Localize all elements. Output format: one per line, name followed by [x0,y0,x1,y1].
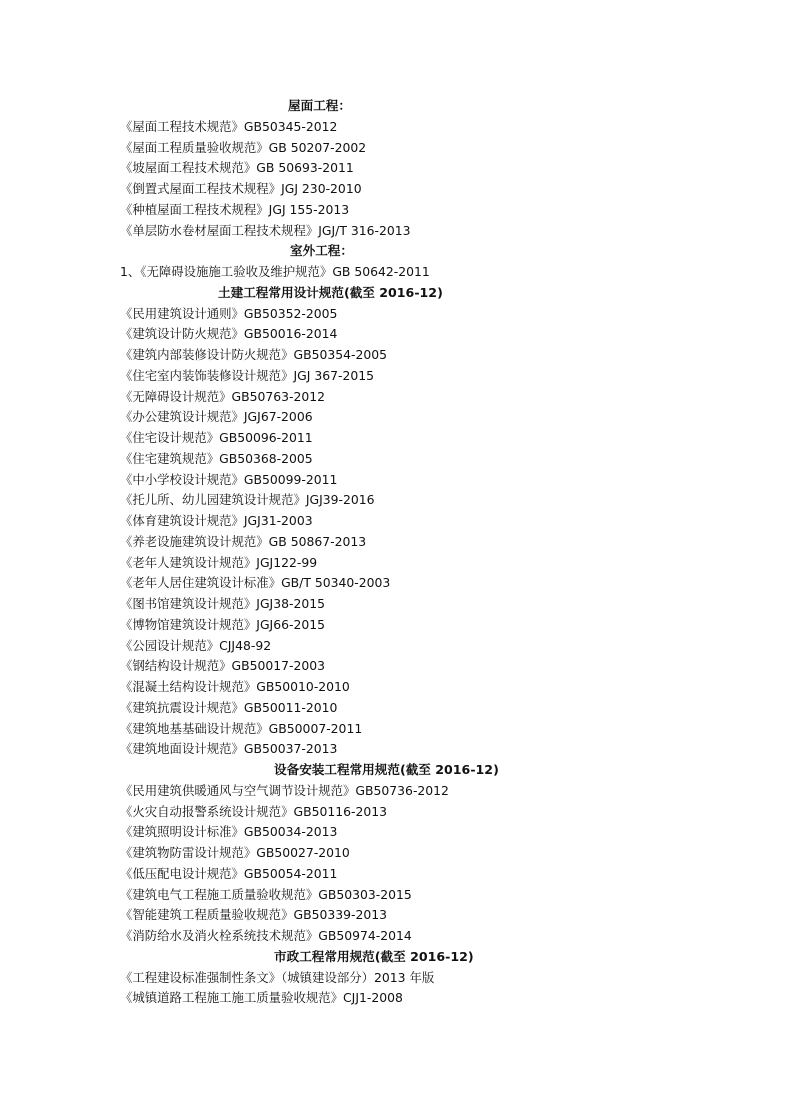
list-item: 《屋面工程质量验收规范》GB 50207-2002 [120,139,367,155]
list-item: 《住宅设计规范》GB50096-2011 [120,430,313,445]
list-item: 《智能建筑工程质量验收规范》GB50339-2013 [120,907,387,923]
list-item: 《工程建设标准强制性条文》（城镇建设部分）2013 年版 [120,969,435,985]
section-heading-equipment: 设备安装工程常用规范(截至 2016-12) [274,762,499,777]
list-item: 1、《无障碍设施施工验收及维护规范》GB 50642-2011 [120,264,430,279]
list-item: 《单层防水卷材屋面工程技术规程》JGJ/T 316-2013 [120,222,411,238]
list-item: 《养老设施建筑设计规范》GB 50867-2013 [120,533,367,549]
list-item: 《公园设计规范》CJJ48-92 [120,637,272,653]
document-content [120,96,720,1009]
list-item: 《建筑地面设计规范》GB50037-2013 [120,741,338,757]
list-item: 《民用建筑供暖通风与空气调节设计规范》GB50736-2012 [120,782,449,798]
section-heading-outdoor: 室外工程： [290,243,353,259]
list-item: 《建筑设计防火规范》GB50016-2014 [120,326,338,342]
list-item: 《坡屋面工程技术规范》GB 50693-2011 [120,160,354,176]
list-item: 《建筑物防雷设计规范》GB50027-2010 [120,845,350,860]
list-item: 《建筑内部装修设计防火规范》GB50354-2005 [120,347,387,362]
list-item: 《民用建筑设计通则》GB50352-2005 [120,305,338,321]
list-item: 《建筑照明设计标准》GB50034-2013 [120,824,338,840]
list-item: 《钢结构设计规范》GB50017-2003 [120,658,326,674]
list-item: 《无障碍设计规范》GB50763-2012 [120,388,326,404]
list-item: 《托儿所、幼儿园建筑设计规范》JGJ39-2016 [120,492,375,508]
list-item: 《住宅建筑规范》GB50368-2005 [120,450,313,466]
list-item: 《倒置式屋面工程技术规程》JGJ 230-2010 [120,181,362,196]
section-heading-municipal: 市政工程常用规范(截至 2016-12) [274,948,474,964]
list-item: 《博物馆建筑设计规范》JGJ66-2015 [120,616,325,632]
list-item: 《消防给水及消火栓系统技术规范》GB50974-2014 [120,928,412,943]
list-item: 《建筑抗震设计规范》GB50011-2010 [120,699,338,715]
list-item: 《建筑电气工程施工质量验收规范》GB50303-2015 [120,886,412,902]
list-item: 《低压配电设计规范》GB50054-2011 [120,865,338,881]
list-item: 《住宅室内装饰装修设计规范》JGJ 367-2015 [120,367,374,383]
section-heading-roofing: 屋面工程： [288,98,351,113]
section-heading-civil-design: 土建工程常用设计规范(截至 2016-12) [218,284,443,300]
list-item: 《火灾自动报警系统设计规范》GB50116-2013 [120,803,387,819]
list-item: 《建筑地基基础设计规范》GB50007-2011 [120,720,363,736]
list-item: 《图书馆建筑设计规范》JGJ38-2015 [120,596,325,611]
list-item: 《混凝土结构设计规范》GB50010-2010 [120,679,350,694]
list-item: 《屋面工程技术规范》GB50345-2012 [120,118,338,134]
list-item: 《老年人居住建筑设计标准》GB/T 50340-2003 [120,575,391,591]
list-item: 《种植屋面工程技术规程》JGJ 155-2013 [120,201,350,217]
list-item: 《老年人建筑设计规范》JGJ122-99 [120,554,318,570]
list-item: 《中小学校设计规范》GB50099-2011 [120,471,338,487]
list-item: 《体育建筑设计规范》JGJ31-2003 [120,513,313,528]
list-item: 《办公建筑设计规范》JGJ67-2006 [120,409,313,425]
list-item: 《城镇道路工程施工施工质量验收规范》CJJ1-2008 [120,990,403,1006]
